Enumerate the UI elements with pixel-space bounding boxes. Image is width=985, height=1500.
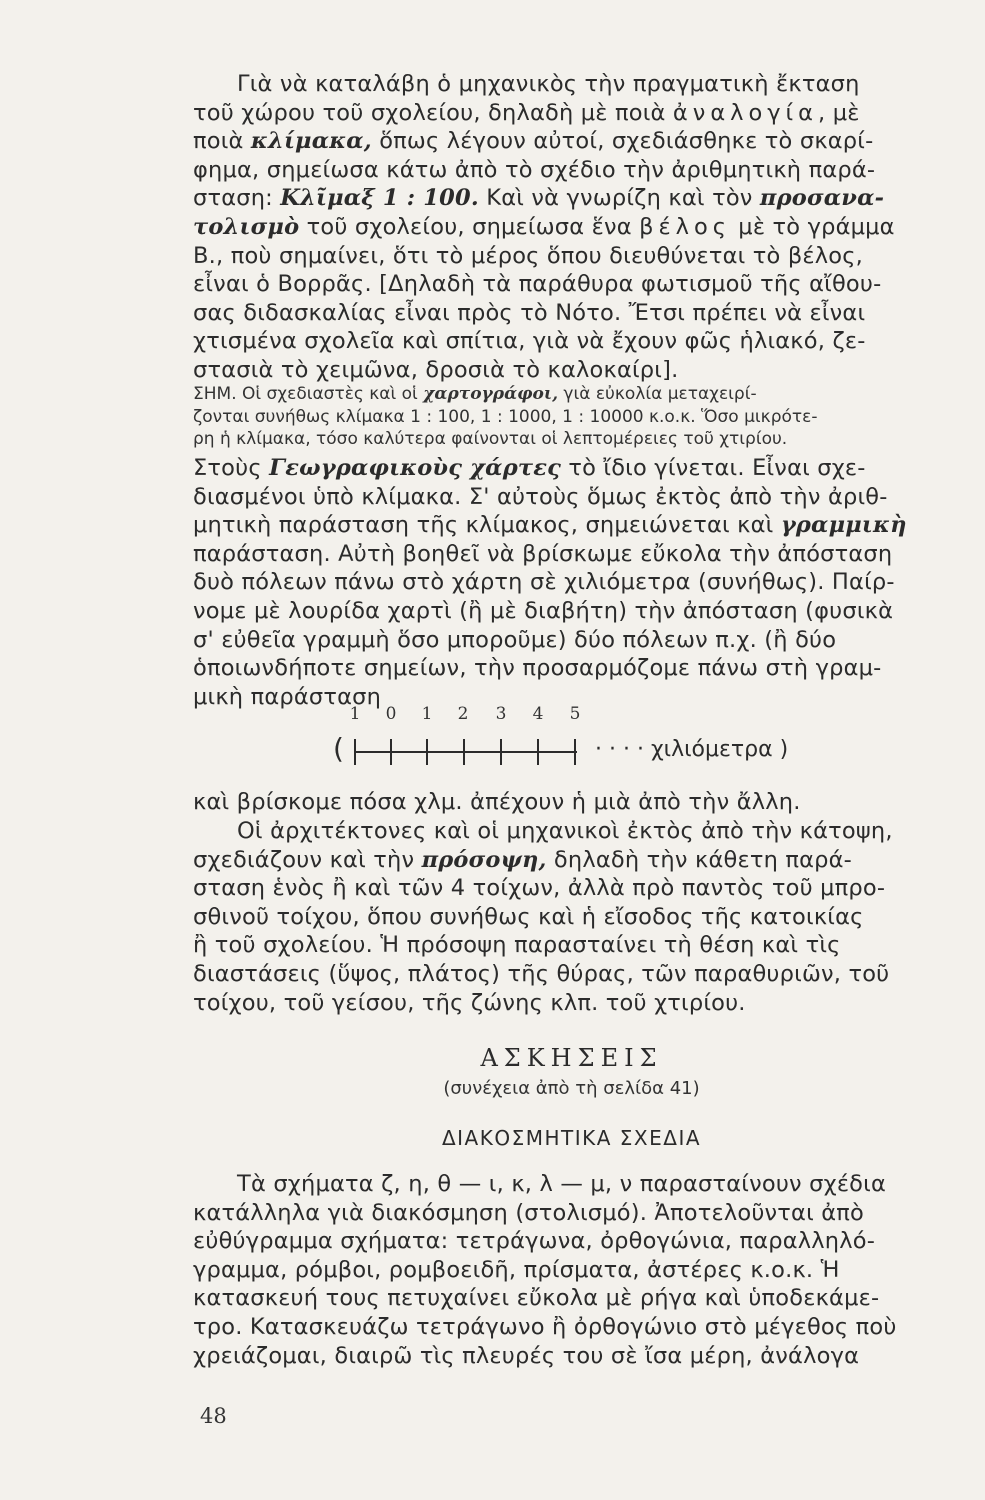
- text-line: τρο. Κατασκευάζω τετράγωνο ἢ ὀρθογώνιο στὸ μέγεθος ποὺ: [193, 1313, 897, 1340]
- text-span: τοῦ χώρου τοῦ σχολείου, δηλαδὴ μὲ ποιὰ: [193, 99, 673, 126]
- text-line: [193, 511, 950, 540]
- text-line: ὁποιωνδήποτε σημείων, τὴν προσαρμόζομε πάνω στὴ γραμ-: [193, 655, 882, 682]
- text-span: σχεδιάζουν καὶ τὴν: [193, 846, 422, 873]
- text-line: παράσταση. Αὐτὴ βοηθεῖ νὰ βρίσκωμε εὔκολα τὴν ἀπόσταση: [193, 540, 893, 567]
- scale-number: 0: [385, 704, 397, 724]
- text-line: εἶναι ὁ Βορρᾶς. [Δηλαδὴ τὰ παράθυρα φωτισμοῦ τῆς αἴθου-: [193, 271, 882, 298]
- emphasized-term: προσανα-: [759, 185, 885, 212]
- text-line: μικὴ παράσταση: [193, 683, 382, 710]
- text-span: μητικὴ παράσταση τῆς κλίμακος, σημειώνεται καὶ: [193, 512, 781, 539]
- text-span: Καὶ νὰ γνωρίζη καὶ τὸν: [478, 185, 760, 212]
- scale-number: 1: [421, 704, 433, 724]
- text-span: τοῦ σχολείου, σημείωσα ἕνα: [299, 213, 640, 240]
- scale-bar-row: [333, 734, 853, 768]
- text-line: σας διδασκαλίας εἶναι πρὸς τὸ Νότο. Ἔτσι πρέπει νὰ εἶναι: [193, 299, 866, 326]
- text-line: κατάλληλα γιὰ διακόσμηση (στολισμό). Ἀποτελοῦνται ἀπὸ: [193, 1199, 864, 1226]
- text-span: ΣΗΜ. Οἱ σχεδιαστὲς καὶ οἱ: [193, 384, 424, 404]
- text-line: κατασκευή τους πετυχαίνει εὔκολα μὲ ρήγα καὶ ὑποδεκάμε-: [193, 1285, 880, 1312]
- text-span: ὅπως λέγουν αὐτοί, σχεδιάσθηκε τὸ σκαρί-: [371, 128, 874, 155]
- text-span: μὲ τὸ γράμμα: [730, 213, 895, 240]
- scale-number: 3: [495, 704, 507, 724]
- text-span: τὸ ἴδιο γίνεται. Εἶναι σχε-: [560, 455, 866, 481]
- text-line: [193, 127, 950, 156]
- text-line: ρη ἡ κλίμακα, τόσο καλύτερα φαίνονται οἱ λεπτομέρειες τοῦ χτιρίου.: [193, 429, 788, 449]
- text-line: Οἱ ἀρχιτέκτονες καὶ οἱ μηχανικοὶ ἐκτὸς ἀπὸ τὴν κάτοψη,: [237, 818, 893, 844]
- paragraph-decorative-designs: [193, 1170, 950, 1370]
- scale-number: 4: [532, 704, 544, 724]
- paragraph-geographic-maps: [193, 454, 950, 711]
- emphasized-term: κλίμακα,: [250, 128, 372, 155]
- spaced-term: βέλος: [639, 213, 731, 240]
- spaced-term: ἀναλογία: [672, 99, 818, 126]
- text-line: Γιὰ νὰ καταλάβη ὁ μηχανικὸς τὴν πραγματικὴ ἔκταση: [237, 71, 860, 97]
- text-line: [193, 383, 950, 406]
- text-line: [193, 846, 950, 875]
- text-line: τοίχου, τοῦ γείσου, τῆς ζώνης κλπ. τοῦ χτιρίου.: [193, 989, 746, 1016]
- text-line: δυὸ πόλεων πάνω στὸ χάρτη σὲ χιλιόμετρα (συνήθως). Παίρ-: [193, 569, 895, 596]
- emphasized-term: γραμμικὴ: [780, 512, 907, 539]
- scale-number: 1: [349, 704, 361, 724]
- text-line: νομε μὲ λουρίδα χαρτὶ (ἢ μὲ διαβήτη) τὴν ἀπόσταση (φυσικὰ: [193, 597, 894, 624]
- text-span: σταση:: [193, 185, 281, 212]
- paragraph-find-distance: [193, 788, 950, 817]
- emphasized-term: Κλῖμαξ 1 : 100.: [280, 185, 479, 212]
- text-line: σ' εὐθεῖα γραμμὴ ὅσο μποροῦμε) δύο πόλεων π.χ. (ἢ δύο: [193, 626, 837, 653]
- section-subheading: ΔΙΑΚΟΣΜΗΤΙΚΑ ΣΧΕΔΙΑ: [441, 1126, 702, 1150]
- text-line: Τὰ σχήματα ζ, η, θ — ι, κ, λ — μ, ν παρασταίνουν σχέδια: [237, 1171, 886, 1197]
- text-line: στασιὰ τὸ χειμῶνα, δροσιὰ τὸ καλοκαίρι].: [193, 356, 679, 383]
- scale-number: 5: [569, 704, 581, 724]
- paragraph-facade: [193, 817, 950, 1017]
- scale-numbers: [333, 700, 853, 728]
- text-line: ἢ τοῦ σχολείου. Ἡ πρόσοψη παρασταίνει τὴ θέση καὶ τὶς: [193, 932, 841, 959]
- open-parenthesis: (: [333, 732, 344, 765]
- linear-scale-figure: [333, 700, 853, 780]
- emphasized-term: χαρτογράφοι,: [423, 384, 559, 404]
- text-line: Β., ποὺ σημαίνει, ὅτι τὸ μέρος ὅπου διευθύνεται τὸ βέλος,: [193, 242, 864, 269]
- text-line: ζονται συνήθως κλίμακα 1 : 100, 1 : 1000, 1 : 10000 κ.ο.κ. Ὅσο μικρότε-: [193, 406, 818, 427]
- paragraph-scale-intro: [193, 70, 950, 385]
- section-title: ΑΣΚΗΣΕΙΣ: [480, 1044, 663, 1072]
- scale-unit-label: · · · · χιλιόμετρα ): [595, 737, 789, 762]
- text-span: ποιὰ: [193, 128, 251, 155]
- text-span: δηλαδὴ τὴν κάθετη παρά-: [546, 846, 852, 873]
- text-line: [193, 454, 950, 483]
- section-subtitle: (συνέχεια ἀπὸ τὴ σελίδα 41): [443, 1078, 700, 1099]
- text-line: [193, 213, 950, 242]
- emphasized-term: πρόσοψη,: [421, 846, 547, 873]
- text-span: γιὰ εὐκολία μεταχειρί-: [558, 384, 757, 404]
- text-line: καὶ βρίσκομε πόσα χλμ. ἀπέχουν ἡ μιὰ ἀπὸ τὴν ἄλλη.: [193, 789, 801, 815]
- text-line: φημα, σημείωσα κάτω ἀπὸ τὸ σχέδιο τὴν ἀριθμητικὴ παρά-: [193, 156, 876, 183]
- text-line: διαστάσεις (ὕψος, πλάτος) τῆς θύρας, τῶν παραθυριῶν, τοῦ: [193, 960, 890, 987]
- page-number: 48: [200, 1404, 227, 1428]
- emphasized-term: Γεωγραφικοὺς χάρτες: [269, 455, 561, 481]
- text-line: διασμένοι ὑπὸ κλίμακα. Σ' αὐτοὺς ὅμως ἐκτὸς ἀπὸ τὴν ἀριθ-: [193, 483, 888, 510]
- text-line: [193, 99, 950, 128]
- text-line: εὐθύγραμμα σχήματα: τετράγωνα, ὀρθογώνια, παραλληλό-: [193, 1228, 876, 1255]
- text-span: Στοὺς: [193, 455, 270, 481]
- text-line: γραμμα, ρόμβοι, ρομβοειδῆ, πρίσματα, ἀστέρες κ.ο.κ. Ἡ: [193, 1256, 840, 1283]
- text-line: [193, 184, 950, 213]
- scale-number: 2: [457, 704, 469, 724]
- text-line: σταση ἑνὸς ἢ καὶ τῶν 4 τοίχων, ἀλλὰ πρὸ παντὸς τοῦ μπρο-: [193, 875, 886, 902]
- text-span: , μὲ: [818, 99, 860, 126]
- text-line: χρειάζομαι, διαιρῶ τὶς πλευρές του σὲ ἴσα μέρη, ἀνάλογα: [193, 1342, 860, 1369]
- text-line: χτισμένα σχολεῖα καὶ σπίτια, γιὰ νὰ ἔχουν φῶς ἡλιακό, ζε-: [193, 328, 866, 355]
- emphasized-term: τολισμὸ: [193, 213, 300, 240]
- scale-bar: [347, 737, 587, 767]
- text-line: σθινοῦ τοίχου, ὅπου συνήθως καὶ ἡ εἴσοδος τῆς κατοικίας: [193, 903, 864, 930]
- note-block: [193, 383, 950, 451]
